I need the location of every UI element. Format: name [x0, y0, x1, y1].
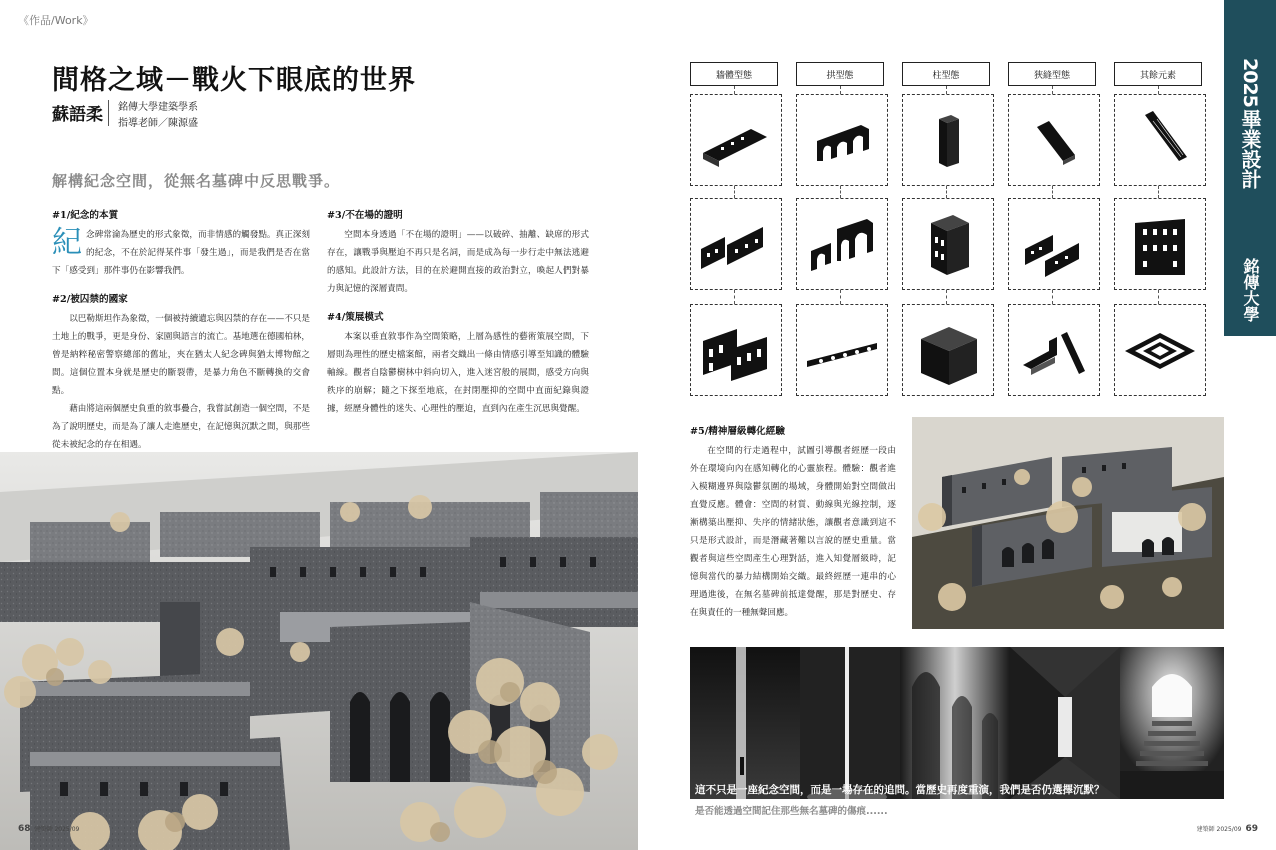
right-page-number: 69: [1245, 824, 1258, 834]
section-1-text: 念碑常淪為歷史的形式象徵，而非情感的觸發點。真正深刻的紀念，不在於記得某件事「發生過」，而是我們是否在當下「感受到」那件事仍在影響我們。: [52, 230, 310, 276]
section-tag: 《作品/Work》: [18, 14, 94, 27]
typology-cell-slit-1: [1008, 94, 1100, 186]
connector-line: [946, 186, 947, 198]
author-divider: [108, 100, 109, 126]
connector-line: [840, 290, 841, 304]
connector-line: [1052, 290, 1053, 304]
connector-line: [734, 86, 735, 94]
connector-line: [1158, 290, 1159, 304]
typology-cell-arch-1: [796, 94, 888, 186]
section-3: [327, 208, 589, 298]
typology-cell-column-2: [902, 198, 994, 290]
page-number-right: [1197, 824, 1258, 834]
model-photo-aerial: [912, 417, 1224, 629]
typology-header-other: 其餘元素: [1114, 62, 1202, 86]
render-caption: 這不只是一座紀念空間，而是一場存在的追問。當歷史再度重演，我們是否仍選擇沉默？: [695, 784, 1105, 796]
typology-cell-slit-2: [1008, 198, 1100, 290]
section-2-paragraph-2: 藉由將這兩個歷史負重的敘事疊合，我嘗試創造一個空間，不是為了說明歷史，而是為了讓人走進歷史，在記憶與沉默之間，與那些從未被紀念的存在相遇。: [52, 404, 310, 450]
page-number-left: [18, 824, 79, 834]
section-4-heading: #4/策展模式: [327, 312, 384, 323]
typology-cell-column-1: [902, 94, 994, 186]
section-2-heading: #2/被囚禁的國家: [52, 294, 128, 305]
connector-line: [1052, 86, 1053, 94]
article-title: 間格之域－戰火下眼底的世界: [52, 65, 416, 96]
author-school: 銘傳大學建築學系: [118, 102, 198, 113]
section-1: [52, 208, 310, 280]
article-subtitle: 解構紀念空間，從無名墓碑中反思戰爭。: [52, 172, 341, 190]
side-band: [1224, 0, 1276, 336]
dropcap-letter: 紀: [52, 225, 82, 260]
band-school-text: 銘傳大學: [1241, 258, 1260, 322]
section-2: [52, 292, 310, 454]
author-name: 蘇語柔: [52, 105, 103, 125]
typology-cell-wall-1: [690, 94, 782, 186]
connector-line: [1158, 186, 1159, 198]
typology-header-wall: 牆體型態: [690, 62, 778, 86]
section-4-body: 本案以垂直敘事作為空間策略，上層為感性的藝術策展空間，下層則為理性的歷史檔案館，兩者交織出一條由情感引導至知識的體驗軸線。觀者自陰鬱樹林中斜向切入，進入迷宮般的展間，感受方向與秩序的崩解；隨之下探至地底，在封閉壓抑的空間中直面紀錄與證據，經歷身體性的迷失、心理性的壓迫，直到內在產生沉思與覺醒。: [327, 332, 589, 414]
typology-cell-other-1: [1114, 94, 1206, 186]
section-1-body: [52, 226, 310, 280]
render-subcaption: 是否能透過空間記住那些無名墓碑的傷痕......: [695, 806, 888, 817]
typology-cell-slit-3: [1008, 304, 1100, 396]
typology-cell-wall-2: [690, 198, 782, 290]
author-info: [118, 100, 198, 132]
section-3-body: 空間本身透過「不在場的證明」——以破碎、抽離、缺席的形式存在，讓戰爭與壓迫不再只是名詞，而是成為每一步行走中無法逃避的感知。此設計方法，目的在於避開直接的政治對立，喚起人們對暴力與記憶的深層責問。: [327, 230, 589, 294]
typology-cell-other-2: [1114, 198, 1206, 290]
connector-line: [734, 290, 735, 304]
connector-line: [946, 290, 947, 304]
connector-line: [840, 186, 841, 198]
typology-header-arch: 拱型態: [796, 62, 884, 86]
section-5-heading: #5/精神層級轉化經驗: [690, 426, 785, 437]
typology-header-slit: 狹縫型態: [1008, 62, 1096, 86]
typology-cell-column-3: [902, 304, 994, 396]
connector-line: [946, 86, 947, 94]
connector-line: [840, 86, 841, 94]
section-5: [690, 424, 896, 622]
side-band-year: [1224, 58, 1276, 189]
band-label-text: 畢業設計: [1238, 108, 1262, 189]
connector-line: [1052, 186, 1053, 198]
author-advisor: 指導老師／陳源盛: [118, 118, 198, 129]
connector-line: [734, 186, 735, 198]
side-band-school: [1224, 258, 1276, 322]
section-3-heading: #3/不在場的證明: [327, 210, 403, 221]
typology-cell-other-3: [1114, 304, 1206, 396]
section-1-heading: #1/紀念的本質: [52, 210, 119, 221]
section-2-paragraph-1: 以巴勒斯坦作為象徵，一個被持續遺忘與囚禁的存在——不只是土地上的戰爭，更是身份、家園與語言的流亡。基地選在德國柏林，曾是納粹秘密警察總部的舊址，夾在猶太人紀念碑與猶太博物館之間。這個位置本身就是歷史的斷裂帶，是暴力角色不斷轉換的交會點。: [52, 314, 310, 396]
section-4: [327, 310, 589, 418]
typology-header-column: 柱型態: [902, 62, 990, 86]
connector-line: [1158, 86, 1159, 94]
render-strip: [690, 647, 1224, 799]
section-5-body: 在空間的行走過程中，試圖引導觀者經歷一段由外在環境向內在感知轉化的心靈旅程。體驗：觀者進入模糊邊界與陰鬱氛圍的場域，身體開始對空間做出直覺反應。體會：空間的材質、動線與光線控制，逐漸構築出壓抑、失序的情緒狀態，讓觀者意識到這不只是形式設計，而是潛藏著難以言說的歷史重量。當觀者與這些空間產生心理對話，進入知覺層級時，記憶與當代的暴力結構開始交織。最終經歷一連串的心理過進後，在無名墓碑前抵達覺醒，那是對歷史、存在與責任的一種無聲回應。: [690, 446, 896, 618]
typology-cell-wall-3: [690, 304, 782, 396]
left-magazine-tag: 建築師 2025/09: [34, 826, 80, 833]
right-magazine-tag: 建築師 2025/09: [1196, 826, 1242, 833]
left-page-number: 68: [18, 824, 31, 834]
model-photo-main: [0, 452, 638, 850]
typology-cell-arch-2: [796, 198, 888, 290]
typology-cell-arch-3: [796, 304, 888, 396]
typology-grid: [690, 62, 1204, 417]
band-year-text: 2025: [1239, 58, 1261, 107]
